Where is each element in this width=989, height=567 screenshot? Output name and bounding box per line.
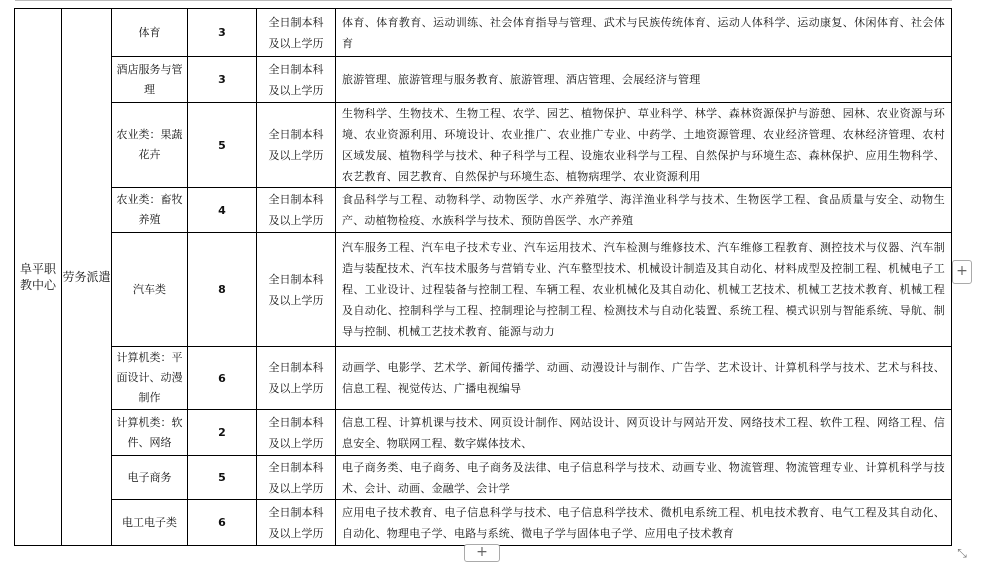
specialties-cell[interactable]: 体育、体育教育、运动训练、社会体育指导与管理、武术与民族传统体育、运动人体科学、运动康复、休闲体育、社会体育	[336, 9, 952, 57]
education-cell[interactable]: 全日制本科及以上学历	[257, 233, 336, 347]
major-cell[interactable]: 农业类：畜牧养殖	[112, 188, 188, 233]
major-cell[interactable]: 汽车类	[112, 233, 188, 347]
major-cell[interactable]: 计算机类：平面设计、动漫制作	[112, 347, 188, 410]
specialties-cell[interactable]: 电子商务类、电子商务、电子商务及法律、电子信息科学与技术、动画专业、物流管理、物流管理专业、计算机科学与技术、会计、动画、金融学、会计学	[336, 456, 952, 500]
major-cell[interactable]: 电工电子类	[112, 500, 188, 546]
education-cell[interactable]: 全日制本科及以上学历	[257, 9, 336, 57]
education-cell[interactable]: 全日制本科及以上学历	[257, 500, 336, 546]
major-cell[interactable]: 计算机类：软件、网络	[112, 410, 188, 456]
table-row	[15, 9, 952, 57]
top-border	[15, 0, 952, 3]
count-cell[interactable]: 6	[188, 500, 257, 546]
table-row	[15, 410, 952, 456]
major-cell[interactable]: 农业类：果蔬花卉	[112, 103, 188, 188]
specialties-cell[interactable]: 汽车服务工程、汽车电子技术专业、汽车运用技术、汽车检测与维修技术、汽车维修工程教育、测控技术与仪器、汽车制造与装配技术、汽车技术服务与营销专业、汽车整型技术、机械设计制造及其自动化、材料成型及控制工程、机械电子工程、工业设计、过程装备与控制工程、车辆工程、农业机械化及其自动化、机械工艺技术、机械工艺技术教育、机械工程及自动化、控制科学与工程、控制理论与控制工程、检测技术与自动化装置、系统工程、模式识别与智能系统、导航、制导与控制、机械工艺技术教育、能源与动力	[336, 233, 952, 347]
count-cell[interactable]: 2	[188, 410, 257, 456]
major-cell[interactable]: 酒店服务与管理	[112, 57, 188, 103]
add-column-button[interactable]: +	[952, 260, 972, 284]
major-cell[interactable]: 体育	[112, 9, 188, 57]
specialties-cell[interactable]: 生物科学、生物技术、生物工程、农学、园艺、植物保护、草业科学、林学、森林资源保护与游憩、园林、农业资源与环境、农业资源利用、环境设计、农业推广、农业推广专业、中药学、土地资源管理、农业经济管理、农林经济管理、农村区域发展、植物科学与技术、种子科学与工程、设施农业科学与工程、自然保护与环境生态、森林保护、应用生物科学、农艺教育、园艺教育、自然保护与环境生态、植物病理学、农业资源利用	[336, 103, 952, 188]
table-row	[15, 456, 952, 500]
education-cell[interactable]: 全日制本科及以上学历	[257, 188, 336, 233]
table-row	[15, 347, 952, 410]
resize-handle-icon[interactable]: ⤡	[957, 546, 967, 560]
specialties-cell[interactable]: 动画学、电影学、艺术学、新闻传播学、动画、动漫设计与制作、广告学、艺术设计、计算机科学与技术、艺术与科技、信息工程、视觉传达、广播电视编导	[336, 347, 952, 410]
table-row	[15, 233, 952, 347]
specialties-cell[interactable]: 应用电子技术教育、电子信息科学与技术、电子信息科学技术、微机电系统工程、机电技术教育、电气工程及其自动化、自动化、物理电子学、电路与系统、微电子学与固体电子学、应用电子技术教育	[336, 500, 952, 546]
count-cell[interactable]: 5	[188, 456, 257, 500]
education-cell[interactable]: 全日制本科及以上学历	[257, 347, 336, 410]
add-row-button[interactable]: +	[464, 544, 500, 562]
table-row	[15, 57, 952, 103]
specialties-cell[interactable]: 信息工程、计算机课与技术、网页设计制作、网站设计、网页设计与网站开发、网络技术工程、软件工程、网络工程、信息安全、物联网工程、数字媒体技术、	[336, 410, 952, 456]
employment-type-cell[interactable]: 劳务派遣	[62, 9, 112, 546]
count-cell[interactable]: 5	[188, 103, 257, 188]
education-cell[interactable]: 全日制本科及以上学历	[257, 57, 336, 103]
education-cell[interactable]: 全日制本科及以上学历	[257, 103, 336, 188]
major-cell[interactable]: 电子商务	[112, 456, 188, 500]
recruitment-table	[14, 8, 952, 546]
education-cell[interactable]: 全日制本科及以上学历	[257, 456, 336, 500]
count-cell[interactable]: 6	[188, 347, 257, 410]
unit-cell[interactable]: 阜平职教中心	[15, 9, 62, 546]
table-row	[15, 103, 952, 188]
education-cell[interactable]: 全日制本科及以上学历	[257, 410, 336, 456]
count-cell[interactable]: 3	[188, 9, 257, 57]
count-cell[interactable]: 4	[188, 188, 257, 233]
specialties-cell[interactable]: 旅游管理、旅游管理与服务教育、旅游管理、酒店管理、会展经济与管理	[336, 57, 952, 103]
count-cell[interactable]: 3	[188, 57, 257, 103]
table-row	[15, 500, 952, 546]
count-cell[interactable]: 8	[188, 233, 257, 347]
specialties-cell[interactable]: 食品科学与工程、动物科学、动物医学、水产养殖学、海洋渔业科学与技术、生物医学工程、食品质量与安全、动物生产、动植物检疫、水族科学与技术、预防兽医学、水产养殖	[336, 188, 952, 233]
table-row	[15, 188, 952, 233]
